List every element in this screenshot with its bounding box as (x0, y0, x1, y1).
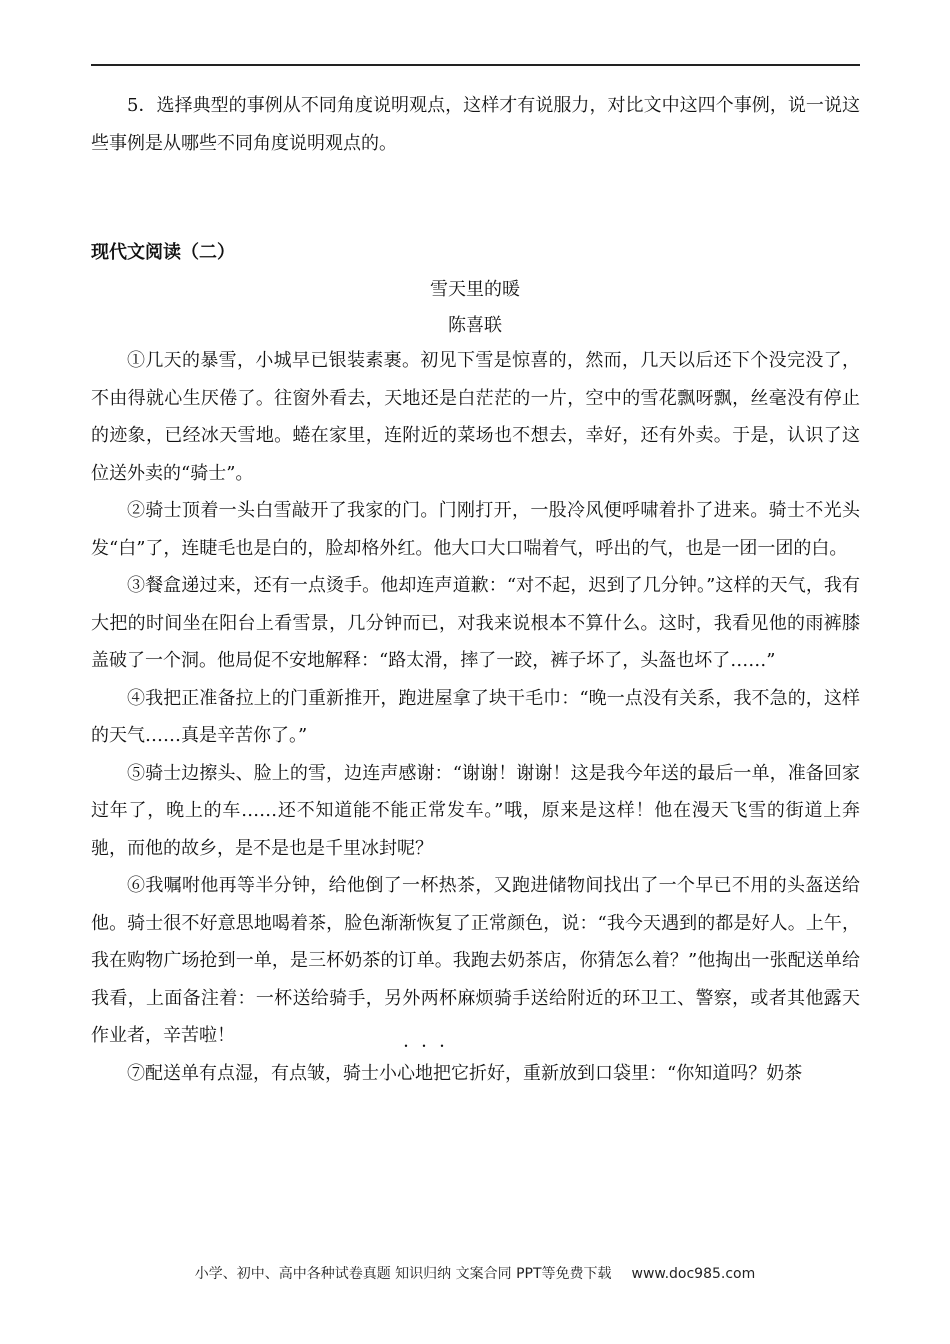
paragraph-7-end: 把它折好，重新放到口袋里：“你知道吗？奶茶 (433, 1062, 803, 1084)
paragraph-7 (91, 1055, 860, 1093)
article-title: 雪天里的暖 (430, 279, 520, 300)
paragraph-4: ④我把正准备拉上的门重新推开，跑进屋拿了块干毛巾：“晚一点没有关系，我不急的，这样的天气……真是辛苦你了。” (91, 687, 860, 746)
emphasis-dot-char: 地 (415, 1062, 433, 1084)
paragraph-3: ③餐盒递过来，还有一点烫手。他却连声道歉：“对不起，迟到了几分钟。”这样的天气，我有大把的时间坐在阳台上看雪景，几分钟而已，对我来说根本不算什么。这时，我看见他的雨裤膝盖破了一个洞。他局促不安地解释：“路太滑，摔了一跤，裤子坏了，头盔也坏了……” (91, 575, 860, 671)
emphasis-dotted-text (379, 1063, 433, 1084)
paragraph-1: ①几天的暴雪，小城早已银装素裹。初见下雪是惊喜的，然而，几天以后还下个没完没了，不由得就心生厌倦了。往窗外看去，天地还是白茫茫的一片，空中的雪花飘呀飘，丝毫没有停止的迹象，已经冰天雪地。蜷在家里，连附近的菜场也不想去，幸好，还有外卖。于是，认识了这位送外卖的“骑士”。 (91, 350, 860, 484)
emphasis-dot-char: 心 (397, 1062, 415, 1084)
footer-text: 小学、初中、高中各种试卷真题 知识归纳 文案合同 PPT等免费下载 (194, 1266, 612, 1282)
header-rule (91, 64, 860, 66)
question-5: 5．选择典型的事例从不同角度说明观点，这样才有说服力，对比文中这四个事例，说一说这些事例是从哪些不同角度说明观点的。 (91, 95, 860, 154)
section-heading: 现代文阅读（二） (91, 242, 235, 263)
paragraph-5: ⑤骑士边擦头、脸上的雪，边连声感谢：“谢谢！谢谢！这是我今年送的最后一单，准备回家过年了，晚上的车……还不知道能不能正常发车。”哦，原来是这样！他在漫天飞雪的街道上奔驰，而他的故乡，是不是也是千里冰封呢？ (91, 762, 860, 859)
paragraph-6: ⑥我嘱咐他再等半分钟，给他倒了一杯热茶，又跑进储物间找出了一个早已不用的头盔送给他。骑士很不好意思地喝着茶，脸色渐渐恢复了正常颜色，说：“我今天遇到的都是好人。上午，我在购物广场抢到一单，是三杯奶茶的订单。我跑去奶茶店，你猜怎么着？”他掏出一张配送单给我看，上面备注着：一杯送给骑手，另外两杯麻烦骑手送给附近的环卫工、警察，或者其他露天作业者，辛苦啦！ (91, 875, 860, 1046)
page-footer (0, 1263, 950, 1283)
paragraph-7-start: ⑦配送单有点湿，有点皱，骑士 (127, 1062, 379, 1084)
footer-url[interactable]: www.doc985.com (631, 1266, 756, 1282)
article-body (91, 342, 860, 1092)
paragraph-2: ②骑士顶着一头白雪敲开了我家的门。门刚打开，一股冷风便呼啸着扑了进来。骑士不光头发“白”了，连睫毛也是白的，脸却格外红。他大口大口喘着气，呼出的气，也是一团一团的白。 (91, 500, 860, 559)
article-author: 陈喜联 (448, 315, 502, 336)
emphasis-dot-char: 小 (379, 1062, 397, 1084)
